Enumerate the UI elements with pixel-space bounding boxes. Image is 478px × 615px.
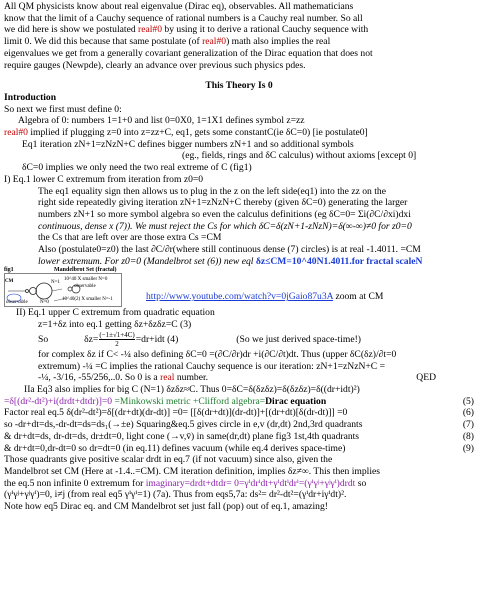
intro-line1: So next we first must define 0: — [4, 103, 122, 115]
section-title: This Theory Is 0 — [205, 80, 273, 92]
intro-line2: Algebra of 0: numbers 1=1+0 and list 0=0X0, 1=1X1 defines symbol z=zz — [18, 115, 305, 127]
iia-line10: (γⁱγʲ+γʲγⁱ)=0, i≠j (from real eq5 γⁱγⁱ=1) (7a). Thus from eqs5,7a: ds²= dr²-dt²=(γⁱdr+iγⁱdt)². — [4, 489, 347, 501]
iia-line7: Those quadrants give positive scalar drdt in eq.7 (if not vacuum) since also, given the — [4, 454, 333, 466]
eq2-line5: extremum) -¼ =C implies the rational Cauchy sequence is our iteration: zN+1=zNzN+C = — [38, 360, 386, 372]
real0-term: real#0 — [4, 127, 28, 139]
eq1-heading: I) Eq.1 lower C extremum from iteration from z0=0 — [4, 173, 204, 185]
iia-line5: & dr+dt=ds, dr-dt=ds, dr±dt=0, light cone (→v,v̄) in same(dr,dt) plane fig3 1st,4th quadrants (8) — [4, 430, 474, 442]
eq1-line7: Also (postulate0=z0) the last ∂C/∂r(where still continuous dense (7) circles) is at real -1.4011. =CM — [38, 244, 421, 256]
para1-line1: All QM physicists know about real eigenvalue (Dirac eq), observables. All mathematicians — [4, 1, 354, 12]
iia-line11: Note how eq5 Dirac eq. and CM Mandelbrot set just fall (pop) out of eq.1, amazing! — [4, 501, 328, 513]
eq1-line6: the Cs that are left over are those extra Cs =CM — [38, 232, 222, 244]
figure-text3: 10^40(2) X smaller N=-1 — [62, 297, 113, 303]
intro-line5: (eg., fields, rings and δC calculus) without axioms [except 0] — [182, 150, 417, 162]
intro-line3: real#0 implied if plugging z=0 into z=zz+C, eq1, gets some constantC(ie δC=0) [ie postulate0] — [4, 127, 368, 139]
iia-line2: =δ[(dr²-dt²)+i(drdt+dtdr)]=0 =Minkowski metric +Clifford algebra=Dirac equation (5) — [4, 395, 474, 407]
figure-label: fig1 — [4, 267, 14, 274]
eq2-line3: So δz= $\frac{(-1\pm√1+4C)}{2}$ =dr+idt (4) (So we just derived space-time!) — [38, 331, 361, 349]
iia-line1: IIa Eq3 also implies for big C (N=1) δzδz≈C. Thus 0=δC=δ(δzδz)=δ(δzδz)=δ((dr+idt)²) — [24, 383, 360, 395]
eq2-line4: for complex δz if C< -¼ also defining δC=0 =(∂C/∂r)dr +i(∂C/∂t)dt. Thus (upper δC(δz)/∂t=0 — [38, 348, 397, 360]
figure-row — [4, 267, 474, 307]
figure-text4: observable — [6, 300, 28, 306]
real0-term: real#0 — [138, 24, 163, 36]
eq2-line6: -¼, -3/16, -55/256,..0. So 0 is a real number. QED — [38, 372, 436, 384]
eq2-heading: II) Eq.1 upper C extremum from quadratic equation — [16, 307, 215, 319]
iia-line6: & dr+dt=0,dr-dt=0 so dr=dt=0 (in eq.11) defines vacuum (while eq.4 derives space-time) (9) — [4, 442, 474, 454]
figure-text2: observable — [74, 284, 96, 290]
figure-text1: 10^40 X smaller N=0 — [64, 277, 108, 283]
intro-line6: δC=0 implies we only need the two real extreme of C (fig1) — [22, 162, 252, 174]
para1-line5: eigenvalues we get from a generally covariant generalization of the Dirac equation that does not — [4, 47, 373, 59]
youtube-link[interactable]: http://www.youtube.com/watch?v=0jGaio87u3A — [146, 291, 334, 303]
eq1-line2: The eq1 equality sign then allows us to plug in the z on the left side(eq1) into the zz on the — [38, 185, 386, 197]
iia-line4: so -dr+dt=ds,-dr-dt=ds=ds₁(→±e) Squaring&eq.5 gives circle in e,v (dr,dt) 2nd,3rd quadrants (7) — [4, 419, 474, 431]
intro-heading: Introduction — [4, 91, 57, 103]
iia-line3: Factor real eq.5 δ(dr²-dt²)=δ[(dr+dt)(dr-dt)] =0= [[δ(dr+dt)](dr-dt)]+[(dr+dt)[δ(dr-dt)]] =0 (6) — [4, 407, 474, 419]
figure-n0-label: N=0 — [40, 300, 49, 306]
eq1-line8: lower extremum. For z0=0 (Mandelbrot set (6)) new eql δz≤CM=10^40N1.4011.for fractal scaleN — [38, 255, 423, 267]
eq1-line4: numbers zN+1 so more symbol algebra so even the calculus definitions (eg δC=0= Σi(∂C/∂xi)dxi — [38, 208, 411, 220]
para1-line4: limit 0. We did this because that same postulate (of real#0) math also implies the real — [4, 36, 331, 48]
eq1-line5: continuous, dense x (7)). We must reject the Cs for which δC=δ(zN+1-zNzN)=δ(∞-∞)≠0 for z0=0 — [38, 220, 412, 232]
figure-link-line: http://www.youtube.com/watch?v=0jGaio87u3A zoom at CM — [146, 291, 384, 303]
intro-line4: Eq1 iteration zN+1=zNzN+C defines bigger numbers zN+1 and so additional symbols — [22, 138, 354, 150]
iia-line8: Mandelbrot set CM (Here at -1.4..=CM). CM iteration definition, implies δz≠∞. This then implies — [4, 465, 380, 477]
eq1-line3: right side repeatedly giving iteration zN+1=zNzN+C thereby (given δC=0) generating the larger — [38, 197, 408, 209]
para1-line6: require gauges (Newpde), clearly an advance over previous such physics pdes. — [4, 59, 306, 71]
figure-title: Mandelbrot Set (fractal) — [54, 267, 117, 274]
para1-line3: we did here is show we postulated real#0 by using it to derive a rational Cauchy sequence with — [4, 24, 369, 36]
figure-cm-label: CM — [5, 279, 14, 285]
eq2-line2: z=1+δz into eq.1 getting δz+δzδz=C (3) — [38, 319, 192, 331]
figure-n1-label: N=1 — [51, 280, 60, 286]
quadratic-fraction: $\frac{(-1\pm√1+4C)}{2}$ — [99, 331, 135, 349]
iia-line9: the eq.5 non infinite 0 extremum for imaginary=drdt+dtdr= 0=γⁱdrⁱdt+γⁱdtⁱdrⁱ=(γⁱγʲ+γʲγⁱ)drdt so — [4, 477, 367, 489]
real0-term: real#0 — [202, 36, 227, 48]
mandelbrot-figure — [4, 267, 122, 307]
para1-line2: know that the limit of a Cauchy sequence of rational numbers is a Cauchy real number. So all — [4, 12, 363, 24]
